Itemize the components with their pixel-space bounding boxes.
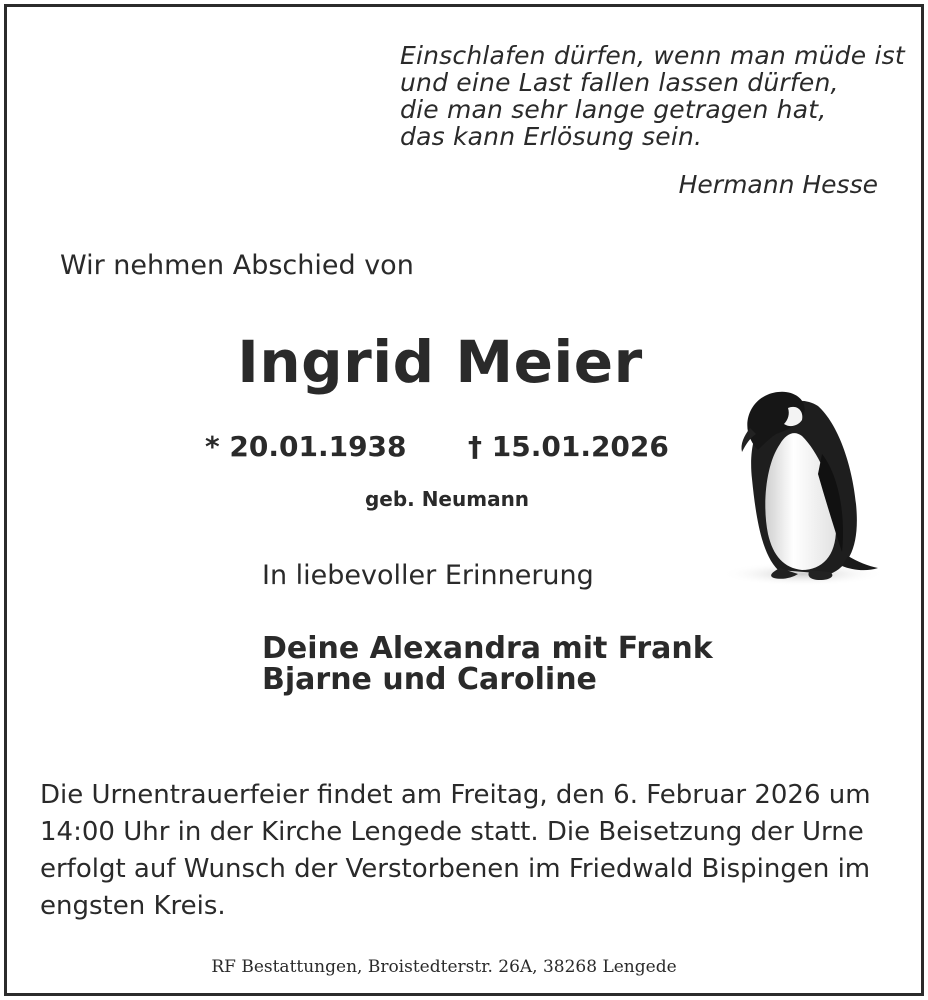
death-date: † 15.01.2026 xyxy=(468,430,669,463)
poem-line: Einschlafen dürfen, wenn man müde ist xyxy=(400,41,905,70)
poem-quote xyxy=(400,42,905,150)
deceased-name: Ingrid Meier xyxy=(237,328,643,396)
poem-author: Hermann Hesse xyxy=(678,170,878,199)
penguin-illustration xyxy=(718,384,888,589)
service-info: Die Urnentrauerfeier findet am Freitag, den 6. Februar 2026 um 14:00 Uhr in der Kirche Lengede statt. Die Beisetzung der Urne erfolgt auf Wunsch der Verstorbenen im Friedwald Bispingen im engsten Kreis. xyxy=(40,780,871,921)
family-signature xyxy=(262,633,713,695)
farewell-intro: Wir nehmen Abschied von xyxy=(60,250,414,281)
family-line: Deine Alexandra mit Frank xyxy=(262,631,713,666)
funeral-home-footer: RF Bestattungen, Broistedterstr. 26A, 38268 Lengede xyxy=(211,957,677,977)
memory-line: In liebevoller Erinnerung xyxy=(262,560,594,591)
poem-line: und eine Last fallen lassen dürfen, xyxy=(400,68,839,97)
birth-date: * 20.01.1938 xyxy=(205,430,407,463)
family-line: Bjarne und Caroline xyxy=(262,662,597,697)
birth-name: geb. Neumann xyxy=(364,487,530,511)
poem-line: das kann Erlösung sein. xyxy=(400,122,703,151)
poem-line: die man sehr lange getragen hat, xyxy=(400,95,827,124)
